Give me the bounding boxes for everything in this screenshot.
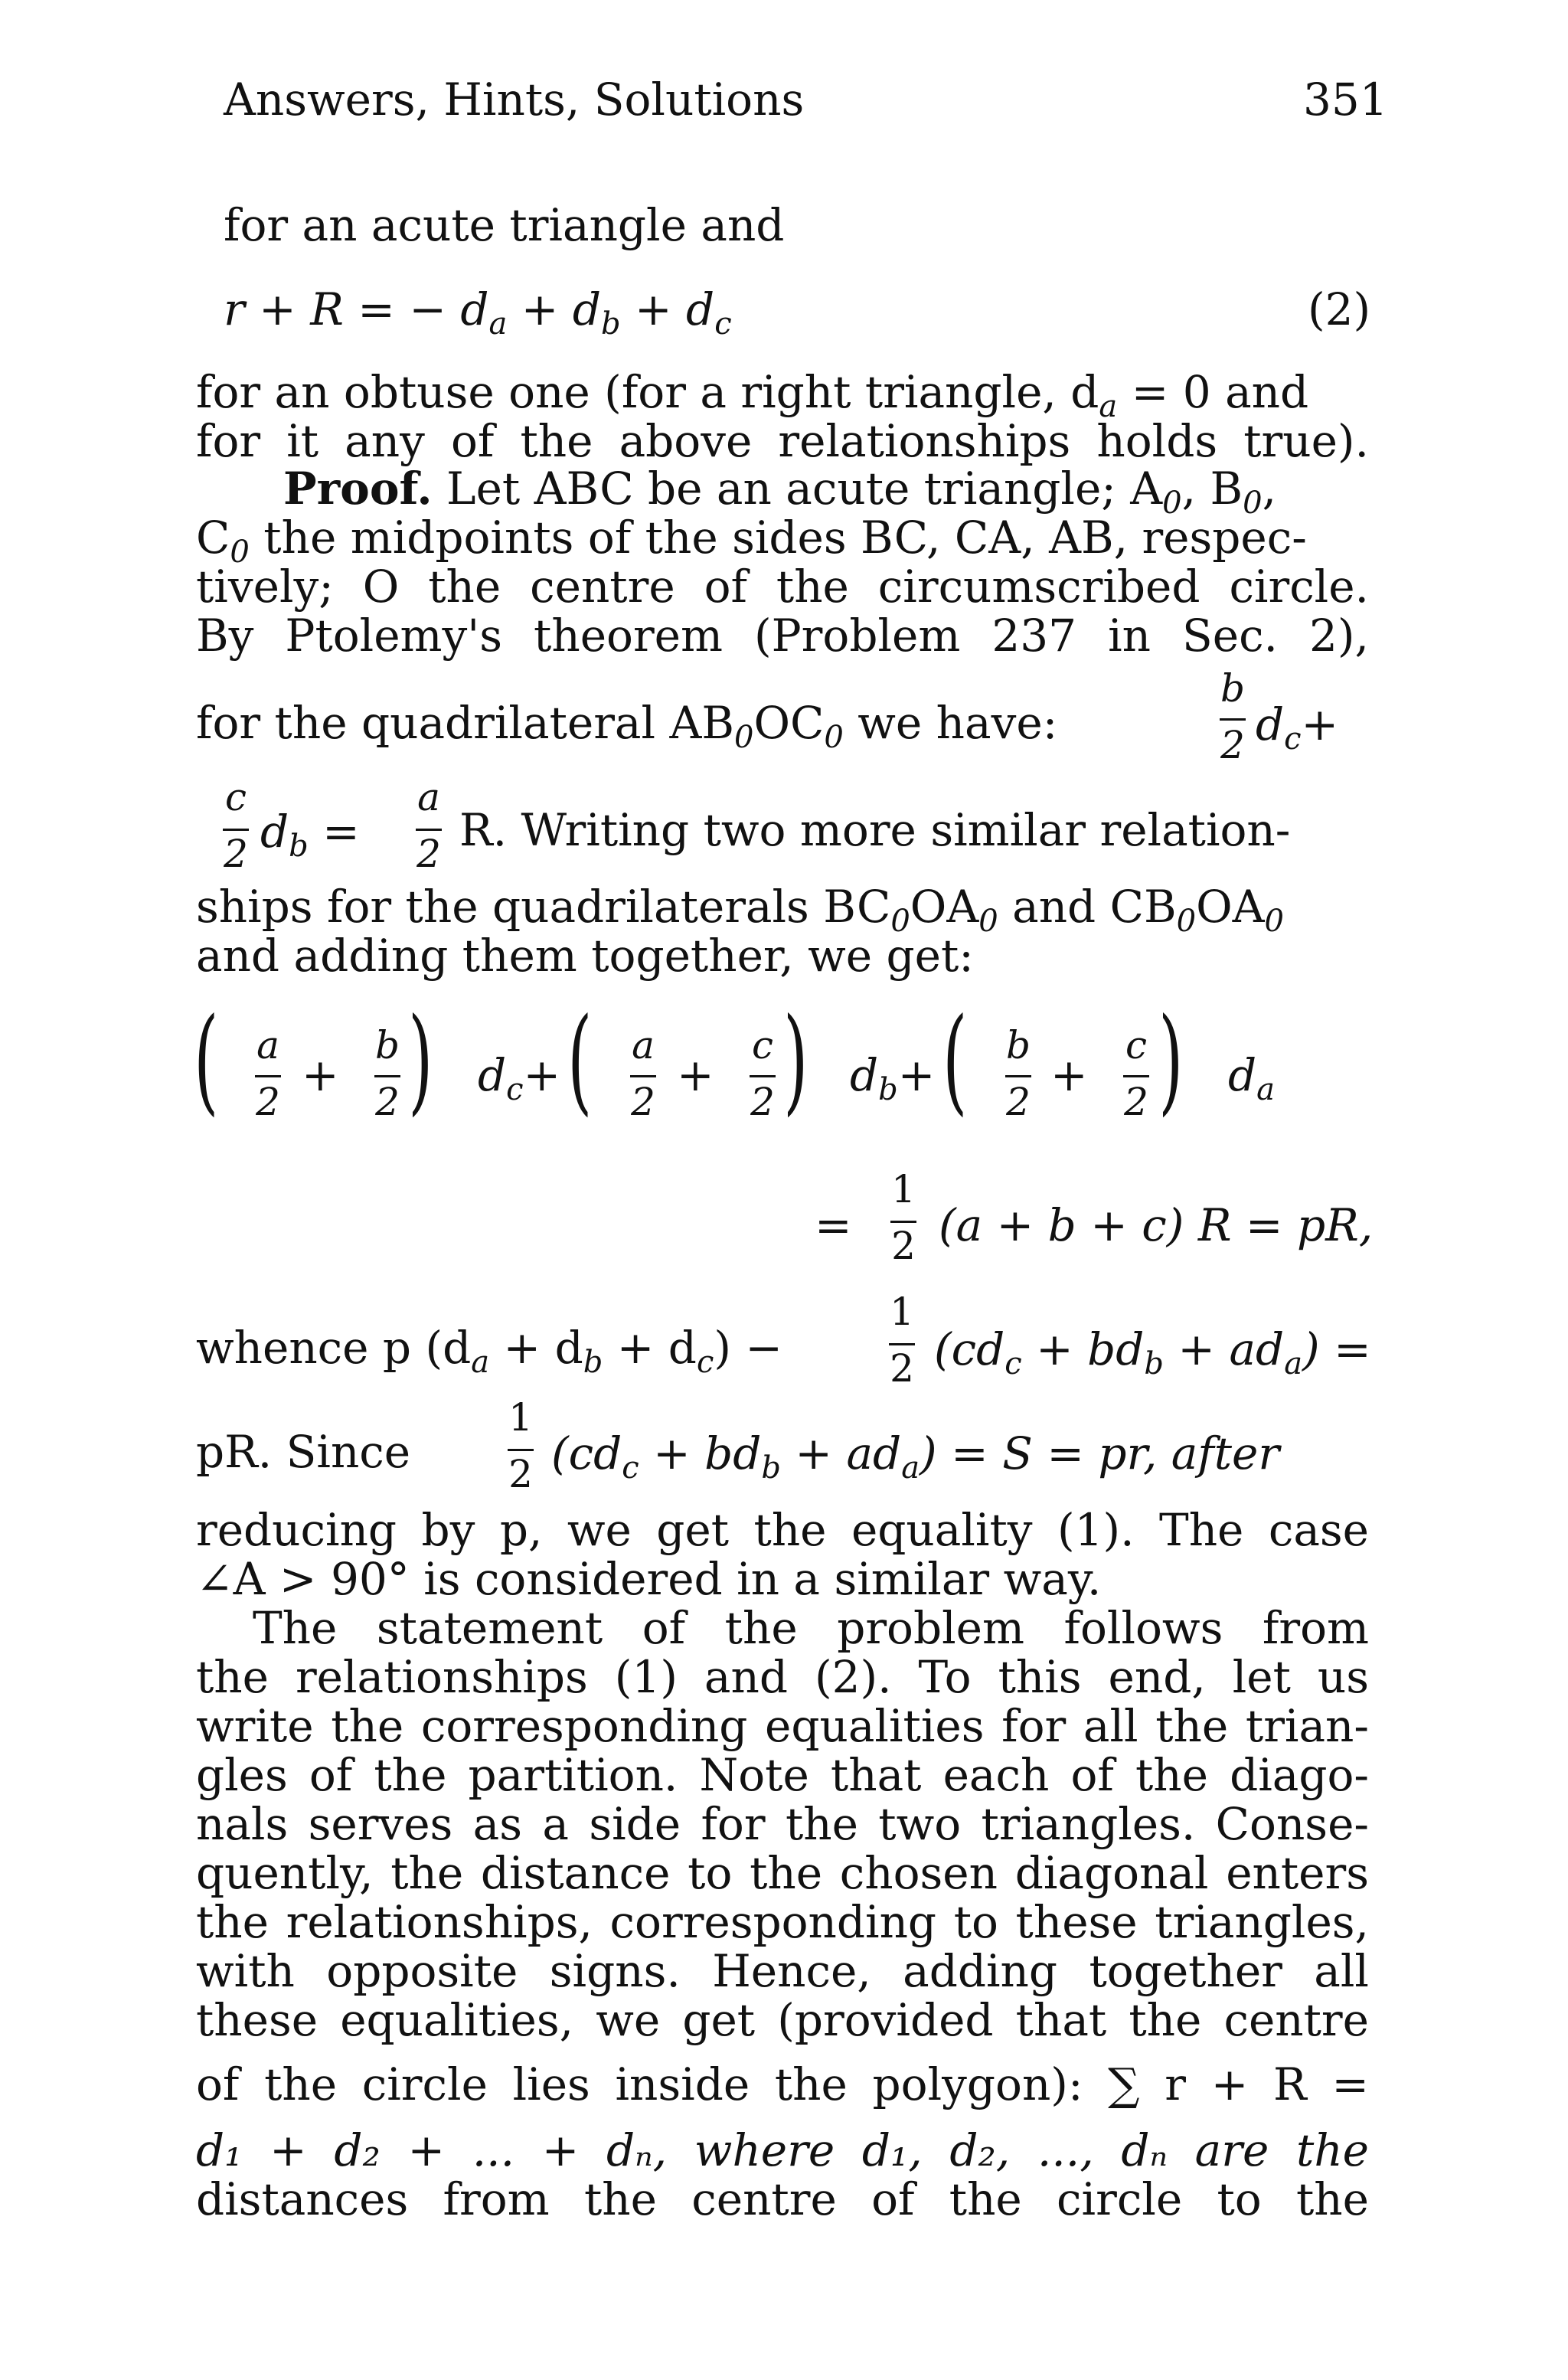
fraction-bar <box>1220 718 1246 721</box>
running-header: Answers, Hints, Solutions <box>224 74 805 126</box>
text-line: By Ptolemy's theorem (Problem 237 in Sec. 2), <box>196 610 1369 662</box>
text-line: R. Writing two more similar relation- <box>459 804 1291 856</box>
math-term: $d_c+$ <box>1256 698 1339 757</box>
text-line: the relationships, corresponding to these triangles, <box>196 1896 1369 1948</box>
math-term: $(cd_c + bd_b + ad_a) = S$ = pr, after <box>551 1427 1280 1486</box>
fraction-numerator: 1 <box>890 1290 914 1334</box>
text-line: of the circle lies inside the polygon): ∑ r + R = <box>196 2058 1369 2110</box>
fraction-denominator: 2 <box>508 1452 533 1496</box>
text-line: distances from the centre of the circle to the <box>196 2173 1369 2225</box>
text-line: write the corresponding equalities for all the trian- <box>196 1700 1369 1752</box>
fraction-numerator: a <box>417 775 440 819</box>
text-line: ships for the quadrilaterals $BC_0OA_0$ and $CB_0OA_0$ <box>196 881 1284 939</box>
text-line: ∠A > 90° is considered in a similar way. <box>196 1553 1102 1605</box>
text-line: whence p $(d_a + d_b + d_c)$ − <box>196 1322 783 1380</box>
equation-number: (2) <box>1308 283 1371 335</box>
math-term: $d_b$ = <box>260 806 360 864</box>
math-term: $(cd_c + bd_b + ad_a)$ = <box>934 1323 1371 1381</box>
text-line: nals serves as a side for the two triangles. Conse- <box>196 1798 1369 1850</box>
fraction-denominator: 2 <box>890 1346 914 1391</box>
fraction-numerator: 1 <box>508 1395 533 1440</box>
fraction-denominator: 2 <box>1220 723 1245 767</box>
book-page: Answers, Hints, Solutions 351 for an acute triangle and r + R = − $d_a + d_b + d_c$ (2) for an obtuse one (for a right triangle, $d_a = 0$ and for it any of the above relationships holds true). Proof. Let ABC be an acute triangle; $A_0$, $B_0$, $C_0$ the midpoints of the sides BC, CA, AB, respec- tively; O the centre of the circumscribed circle. By Ptolemy's theorem (Problem 237 in Sec. 2), for the quadrilateral $AB_0OC_0$ we have: b 2 $d_c+$ c 2 $d_b$ = a 2 R. Writing two more similar relation- ships for the quadrilaterals $BC_0OA_0$ and $CB_0OA_0$ and adding them together, we get: ( a 2 + b 2 ) $d_c+$ ( a 2 + c 2 ) $d_b+$ ( b 2 + c 2 ) $d_a$ = 1 2 (a + b + c) R = pR, whence p $(d_a + d_b + d_c)$ − 1 2 $(cd_c + bd_b + ad_a)$ = pR. Since 1 2 $(cd_c + bd_b + ad_a) = S$ = pr, after reducing by p, we get the equality (1). The case ∠A > 90° is considered in a similar way. The statement of the problem follows from the relationships (1) and (2). To this end, let us write the corresponding equalities for all the trian- gles of the partition. Note that each of the diago- nals serves as a side for the two triangles. Conse- quently, the distance to the chosen diagonal enters the relationships, corresponding to these triangles, with opposite signs. Hence, adding together all these equalities, we get (provided that the centre of the circle lies inside the polygon): ∑ r + R = d₁ + d₂ + ... + dₙ, where d₁, d₂, ..., dₙ are the distances from the centre of the circle to the <box>194 74 1388 2225</box>
fraction-bar <box>508 1449 534 1451</box>
text-line: the relationships (1) and (2). To this end, let us <box>196 1651 1369 1703</box>
text-line: tively; O the centre of the circumscribed circle. <box>196 561 1369 613</box>
text-line: Proof. Let ABC be an acute triangle; $A_0$, $B_0$, <box>283 463 1277 521</box>
text-line: and adding them together, we get: <box>196 930 974 982</box>
text-line: these equalities, we get (provided that the centre <box>196 1994 1369 2046</box>
fraction-bar <box>889 1343 915 1345</box>
equation-2: r + R = − $d_a + d_b + d_c$ <box>224 283 732 342</box>
fraction-bar <box>416 829 442 831</box>
fraction-numerator: c <box>224 775 247 819</box>
text-line: quently, the distance to the chosen diagonal enters <box>196 1847 1369 1899</box>
page-number: 351 <box>1303 74 1388 126</box>
text-line: for an acute triangle and <box>224 199 785 251</box>
fraction-bar <box>223 829 249 831</box>
text-line: The statement of the problem follows from <box>253 1602 1369 1654</box>
text-line: reducing by p, we get the equality (1). The case <box>196 1504 1369 1556</box>
text-line: pR. Since <box>196 1426 411 1478</box>
fraction-denominator: 2 <box>416 832 441 876</box>
text-line: $C_0$ the midpoints of the sides BC, CA, AB, respec- <box>196 512 1307 570</box>
text-line: d₁ + d₂ + ... + dₙ, where d₁, d₂, ..., dₙ are the <box>196 2124 1369 2176</box>
text-line: gles of the partition. Note that each of the diago- <box>196 1749 1369 1801</box>
fraction-denominator: 2 <box>224 832 248 876</box>
text-line: for it any of the above relationships holds true). <box>196 415 1369 467</box>
text-line: for an obtuse one (for a right triangle, $d_a = 0$ and <box>196 366 1309 424</box>
fraction-numerator: b <box>1220 666 1245 711</box>
text-line: with opposite signs. Hence, adding together all <box>196 1945 1369 1997</box>
text-line: for the quadrilateral $AB_0OC_0$ we have: <box>196 697 1058 755</box>
